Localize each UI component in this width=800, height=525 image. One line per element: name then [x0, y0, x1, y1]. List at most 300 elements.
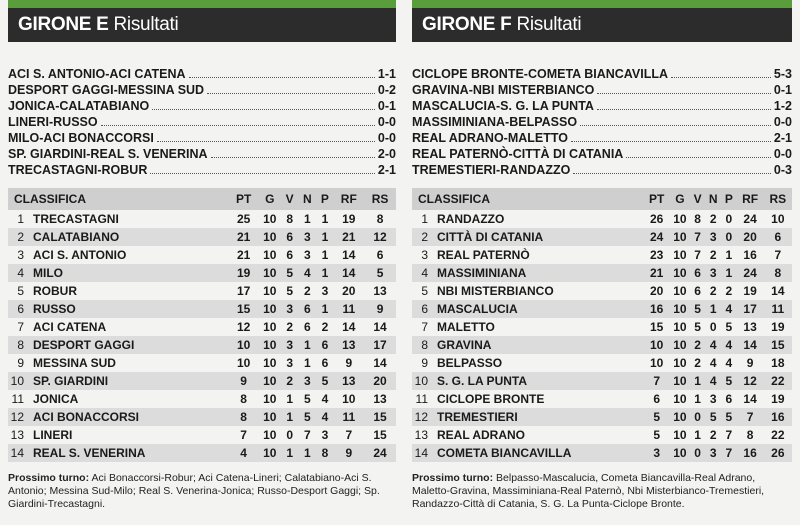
stat-cell: 4	[229, 444, 259, 462]
team-cell: CICLOPE BRONTE	[437, 392, 545, 406]
stat-cell: 10	[258, 300, 281, 318]
team-cell: REAL S. VENERINA	[27, 444, 229, 462]
girone-e-next-round	[8, 472, 396, 511]
rank-cell: 12	[8, 408, 27, 426]
stat-cell: 19	[342, 212, 356, 226]
stat-cell: 5	[653, 428, 661, 442]
stat-cell: 14	[342, 248, 356, 262]
next-round-label: Prossimo turno:	[412, 472, 494, 484]
column-header-rf: RF	[736, 188, 763, 210]
stat-cell: 10	[263, 212, 277, 226]
stat-cell: 9	[229, 372, 259, 390]
stat-cell: 7	[240, 428, 247, 442]
stat-cell: 14	[743, 392, 757, 406]
stat-cell: 1	[316, 264, 333, 282]
team-cell: MALETTO	[437, 320, 495, 334]
stat-cell: 11	[333, 300, 364, 318]
rank-cell: 13	[10, 428, 24, 442]
stat-cell: 1	[281, 408, 298, 426]
rank-cell: 10	[8, 372, 27, 390]
stat-cell: 1	[281, 444, 298, 462]
stat-cell: 16	[644, 300, 670, 318]
team-cell: MASCALUCIA	[431, 300, 644, 318]
stat-cell: 21	[644, 264, 670, 282]
match-name: MASSIMINIANA-BELPASSO	[412, 115, 578, 129]
stat-cell: 6	[321, 356, 329, 370]
stat-cell: 3	[298, 372, 316, 390]
rank-cell: 7	[17, 320, 24, 334]
rank-cell: 4	[8, 264, 27, 282]
stat-cell: 1	[705, 300, 721, 318]
stat-cell: 2	[709, 284, 717, 298]
stat-cell: 1	[316, 228, 333, 246]
match-name: REAL PATERNÒ-CITTÀ DI CATANIA	[412, 147, 624, 161]
rank-cell: 14	[8, 444, 27, 462]
result-row	[412, 66, 792, 82]
result-row	[8, 162, 396, 178]
match-name: LINERI-RUSSO	[8, 115, 98, 129]
stat-cell: 20	[342, 284, 356, 298]
rank-cell: 9	[17, 356, 24, 370]
team-cell: MASSIMINIANA	[431, 264, 644, 282]
girone-f-header	[412, 8, 792, 42]
stat-cell: 7	[721, 444, 736, 462]
stat-cell: 4	[705, 372, 721, 390]
stat-cell: 8	[694, 212, 701, 226]
match-name: JONICA-CALATABIANO	[8, 99, 150, 113]
dotted-leader	[152, 109, 375, 110]
team-cell: TRECASTAGNI	[33, 212, 119, 226]
table-row	[8, 264, 396, 282]
stat-cell: 0	[709, 320, 717, 334]
dotted-leader	[571, 141, 771, 142]
stat-cell: 6	[376, 248, 384, 262]
result-row	[8, 146, 396, 162]
stat-cell: 1	[321, 248, 329, 262]
stat-cell: 10	[670, 228, 690, 246]
stat-cell: 10	[263, 320, 277, 334]
stat-cell: 5	[303, 392, 311, 406]
stat-cell: 10	[263, 248, 277, 262]
stat-cell: 10	[670, 300, 690, 318]
stat-cell: 10	[649, 356, 664, 370]
stat-cell: 19	[229, 264, 259, 282]
girone-f-results	[412, 66, 792, 178]
stat-cell: 5	[298, 408, 316, 426]
match-score: 0-0	[773, 115, 792, 129]
dotted-leader	[157, 141, 375, 142]
column-header-g: G	[258, 188, 281, 210]
stat-cell: 5	[281, 264, 298, 282]
stat-cell: 10	[670, 336, 690, 354]
table-row	[8, 408, 396, 426]
stat-cell: 3	[705, 444, 721, 462]
stat-cell: 5	[316, 372, 333, 390]
stat-cell: 1	[721, 264, 736, 282]
match-score: 2-1	[377, 163, 396, 177]
stat-cell: 6	[764, 228, 792, 246]
team-cell: TREMESTIERI	[431, 408, 644, 426]
match-score: 0-1	[377, 99, 396, 113]
dotted-leader	[101, 125, 375, 126]
stat-cell: 9	[364, 300, 396, 318]
stat-cell: 3	[321, 284, 329, 298]
stat-cell: 1	[690, 372, 705, 390]
stat-cell: 4	[709, 356, 717, 370]
stat-cell: 15	[764, 336, 792, 354]
stat-cell: 22	[764, 372, 792, 390]
stat-cell: 19	[743, 284, 757, 298]
result-row	[8, 98, 396, 114]
team-cell: NBI MISTERBIANCO	[437, 284, 554, 298]
team-cell: MILO	[27, 264, 229, 282]
stat-cell: 3	[281, 336, 298, 354]
stat-cell: 3	[705, 264, 721, 282]
table-row	[412, 264, 792, 282]
rank-cell: 4	[412, 264, 431, 282]
stat-cell: 6	[298, 300, 316, 318]
result-row	[8, 66, 396, 82]
stat-cell: 0	[721, 228, 736, 246]
stat-cell: 15	[649, 320, 664, 334]
stat-cell: 2	[694, 356, 701, 370]
stat-cell: 6	[286, 248, 294, 262]
match-name: CICLOPE BRONTE-COMETA BIANCAVILLA	[412, 67, 669, 81]
stat-cell: 8	[229, 408, 259, 426]
match-score: 1-2	[773, 99, 792, 113]
column-header-rs: RS	[764, 188, 792, 210]
stat-cell: 10	[670, 408, 690, 426]
table-row	[412, 210, 792, 228]
column-header-v: V	[690, 188, 705, 210]
result-row	[412, 146, 792, 162]
stat-cell: 21	[229, 228, 259, 246]
stat-cell: 6	[316, 336, 333, 354]
stat-cell: 11	[764, 300, 792, 318]
match-name: MASCALUCIA-S. G. LA PUNTA	[412, 99, 594, 113]
girone-e-results	[8, 66, 396, 178]
stat-cell: 10	[258, 408, 281, 426]
stat-cell: 10	[644, 336, 670, 354]
table-row	[412, 444, 792, 462]
table-row	[412, 300, 792, 318]
stat-cell: 24	[644, 228, 670, 246]
stat-cell: 10	[258, 228, 281, 246]
stat-cell: 4	[705, 336, 721, 354]
team-cell: BELPASSO	[437, 356, 503, 370]
match-name: TRECASTAGNI-ROBUR	[8, 163, 148, 177]
stat-cell: 19	[771, 392, 785, 406]
stat-cell: 12	[236, 320, 251, 334]
table-row	[412, 354, 792, 372]
stat-cell: 1	[725, 248, 733, 262]
match-score: 2-1	[773, 131, 792, 145]
rank-cell: 3	[17, 248, 24, 262]
table-row	[412, 336, 792, 354]
stat-cell: 7	[345, 428, 353, 442]
stat-cell: 5	[725, 320, 733, 334]
result-row	[8, 130, 396, 146]
rank-cell: 9	[421, 356, 428, 370]
table-row	[8, 300, 396, 318]
match-score: 0-3	[773, 163, 792, 177]
stat-cell: 4	[321, 392, 329, 406]
stat-cell: 6	[690, 264, 705, 282]
dotted-leader	[626, 157, 771, 158]
stat-cell: 1	[316, 300, 333, 318]
match-score: 0-0	[377, 115, 396, 129]
stat-cell: 10	[258, 264, 281, 282]
stat-cell: 18	[771, 356, 785, 370]
dotted-leader	[189, 77, 375, 78]
stat-cell: 10	[258, 444, 281, 462]
table-row	[8, 282, 396, 300]
stat-cell: 23	[649, 248, 664, 262]
stat-cell: 24	[743, 212, 757, 226]
stat-cell: 1	[298, 444, 316, 462]
stat-cell: 20	[649, 284, 664, 298]
column-header-classifica: CLASSIFICA	[8, 188, 229, 210]
stat-cell: 8	[746, 428, 754, 442]
match-name: GRAVINA-NBI MISTERBIANCO	[412, 83, 595, 97]
green-top-bar-right	[412, 0, 792, 8]
stat-cell: 7	[736, 408, 763, 426]
stat-cell: 3	[321, 428, 329, 442]
stat-cell: 4	[316, 408, 333, 426]
table-row	[8, 426, 396, 444]
stat-cell: 2	[321, 320, 329, 334]
result-row	[8, 82, 396, 98]
stat-cell: 21	[236, 248, 251, 262]
stat-cell: 9	[746, 356, 754, 370]
girone-e-subtitle: Risultati	[113, 14, 179, 35]
stat-cell: 14	[342, 320, 356, 334]
table-row	[8, 228, 396, 246]
table-row	[412, 372, 792, 390]
table-row	[412, 426, 792, 444]
stat-cell: 16	[743, 248, 757, 262]
stat-cell: 2	[709, 248, 717, 262]
table-row	[8, 444, 396, 462]
stat-cell: 2	[725, 284, 733, 298]
table-row	[412, 390, 792, 408]
rank-cell: 1	[421, 212, 428, 226]
match-score: 0-0	[773, 147, 792, 161]
stat-cell: 3	[281, 300, 298, 318]
stat-cell: 7	[774, 248, 782, 262]
stat-cell: 12	[364, 228, 396, 246]
team-cell: CALATABIANO	[27, 228, 229, 246]
stat-cell: 17	[364, 336, 396, 354]
rank-cell: 8	[8, 336, 27, 354]
stat-cell: 21	[333, 228, 364, 246]
rank-cell: 14	[412, 444, 431, 462]
stat-cell: 6	[653, 392, 661, 406]
stat-cell: 8	[286, 212, 294, 226]
stat-cell: 0	[725, 212, 733, 226]
stat-cell: 2	[690, 336, 705, 354]
stat-cell: 10	[670, 264, 690, 282]
stat-cell: 10	[229, 336, 259, 354]
girone-e-column	[8, 8, 396, 511]
stat-cell: 5	[705, 408, 721, 426]
stat-cell: 10	[670, 372, 690, 390]
team-cell: JONICA	[33, 392, 79, 406]
dotted-leader	[150, 173, 375, 174]
rank-cell: 13	[414, 428, 428, 442]
stat-cell: 2	[286, 320, 294, 334]
stat-cell: 14	[373, 356, 387, 370]
stat-cell: 17	[736, 300, 763, 318]
stat-cell: 4	[725, 356, 733, 370]
stat-cell: 15	[229, 300, 259, 318]
dotted-leader	[211, 157, 375, 158]
rank-cell: 11	[415, 392, 428, 406]
stat-cell: 3	[709, 392, 717, 406]
stat-cell: 10	[258, 336, 281, 354]
dotted-leader	[671, 77, 771, 78]
stat-cell: 7	[694, 248, 701, 262]
column-header-pt: PT	[644, 188, 670, 210]
column-header-n: N	[298, 188, 316, 210]
stat-cell: 10	[673, 356, 687, 370]
rank-cell: 8	[412, 336, 431, 354]
team-cell: RANDAZZO	[437, 212, 505, 226]
table-row	[8, 354, 396, 372]
rank-cell: 11	[11, 392, 24, 406]
stat-cell: 1	[303, 212, 311, 226]
stat-cell: 17	[236, 284, 251, 298]
match-name: ACI S. ANTONIO-ACI CATENA	[8, 67, 186, 81]
rank-cell: 7	[421, 320, 428, 334]
stat-cell: 3	[298, 228, 316, 246]
stat-cell: 10	[258, 372, 281, 390]
team-cell: REAL PATERNÒ	[437, 248, 530, 262]
rank-cell: 3	[421, 248, 428, 262]
stat-cell: 16	[736, 444, 763, 462]
stat-cell: 10	[342, 392, 356, 406]
stat-cell: 14	[373, 320, 387, 334]
stat-cell: 20	[364, 372, 396, 390]
rank-cell: 5	[17, 284, 24, 298]
stat-cell: 22	[771, 428, 785, 442]
table-row	[8, 372, 396, 390]
result-row	[412, 98, 792, 114]
column-header-pt: PT	[229, 188, 259, 210]
column-header-g: G	[670, 188, 690, 210]
stat-cell: 13	[373, 392, 387, 406]
stat-cell: 26	[764, 444, 792, 462]
girone-f-standings	[412, 188, 792, 462]
stat-cell: 5	[721, 372, 736, 390]
stat-cell: 6	[725, 392, 733, 406]
stat-cell: 2	[281, 372, 298, 390]
table-row	[8, 246, 396, 264]
stat-cell: 24	[736, 264, 763, 282]
stat-cell: 26	[649, 212, 664, 226]
result-row	[412, 162, 792, 178]
stat-cell: 2	[709, 212, 717, 226]
stat-cell: 10	[673, 248, 687, 262]
stat-cell: 14	[736, 336, 763, 354]
stat-cell: 4	[298, 264, 316, 282]
rank-cell: 6	[8, 300, 27, 318]
match-name: DESPORT GAGGI-MESSINA SUD	[8, 83, 205, 97]
result-row	[412, 82, 792, 98]
girone-f-next-round	[412, 472, 792, 511]
stat-cell: 5	[694, 320, 701, 334]
team-cell: S. G. LA PUNTA	[431, 372, 644, 390]
stat-cell: 5	[286, 284, 294, 298]
stat-cell: 3	[644, 444, 670, 462]
next-round-label: Prossimo turno:	[8, 472, 90, 484]
stat-cell: 8	[240, 392, 247, 406]
table-row	[412, 228, 792, 246]
stat-cell: 1	[286, 392, 294, 406]
girone-f-standings-header	[412, 188, 792, 210]
team-cell: DESPORT GAGGI	[27, 336, 229, 354]
stat-cell: 6	[694, 284, 701, 298]
match-score: 0-1	[773, 83, 792, 97]
stat-cell: 4	[721, 300, 736, 318]
stat-cell: 19	[771, 320, 785, 334]
stat-cell: 10	[263, 356, 277, 370]
stat-cell: 1	[321, 212, 329, 226]
stat-cell: 13	[333, 372, 364, 390]
dotted-leader	[597, 109, 771, 110]
team-cell: ACI BONACCORSI	[27, 408, 229, 426]
girone-e-standings-header	[8, 188, 396, 210]
stat-cell: 6	[281, 228, 298, 246]
stat-cell: 10	[670, 444, 690, 462]
stat-cell: 6	[303, 320, 311, 334]
stat-cell: 14	[771, 284, 785, 298]
next-round-text: Aci Bonaccorsi-Robur; Aci Catena-Lineri; Calatabiano-Aci S. Antonio; Messina Sud-Milo; Real S. Venerina-Jonica; Russo-Desport Gaggi; Sp. Giardini-Trecastagni.	[8, 472, 380, 510]
stat-cell: 7	[644, 372, 670, 390]
stat-cell: 13	[333, 336, 364, 354]
rank-cell: 1	[17, 212, 24, 226]
match-name: MILO-ACI BONACCORSI	[8, 131, 154, 145]
dotted-leader	[573, 173, 771, 174]
match-score: 5-3	[773, 67, 792, 81]
stat-cell: 1	[303, 356, 311, 370]
stat-cell: 13	[743, 320, 757, 334]
stat-cell: 8	[764, 264, 792, 282]
stat-cell: 20	[736, 228, 763, 246]
stat-cell: 10	[263, 392, 277, 406]
team-cell: RUSSO	[27, 300, 229, 318]
team-cell: ACI CATENA	[33, 320, 107, 334]
stat-cell: 10	[236, 356, 251, 370]
stat-cell: 3	[705, 228, 721, 246]
column-header-n: N	[705, 188, 721, 210]
rank-cell: 12	[412, 408, 431, 426]
result-row	[412, 114, 792, 130]
team-cell: ACI S. ANTONIO	[33, 248, 127, 262]
stat-cell: 4	[721, 336, 736, 354]
stat-cell: 11	[333, 408, 364, 426]
stat-cell: 10	[673, 392, 687, 406]
dotted-leader	[580, 125, 771, 126]
girone-f-subtitle: Risultati	[516, 14, 582, 35]
rank-cell: 10	[412, 372, 431, 390]
stat-cell: 0	[286, 428, 294, 442]
match-name: REAL ADRANO-MALETTO	[412, 131, 569, 145]
column-header-rs: RS	[364, 188, 396, 210]
match-score: 0-0	[377, 131, 396, 145]
table-row	[8, 318, 396, 336]
table-row	[412, 408, 792, 426]
